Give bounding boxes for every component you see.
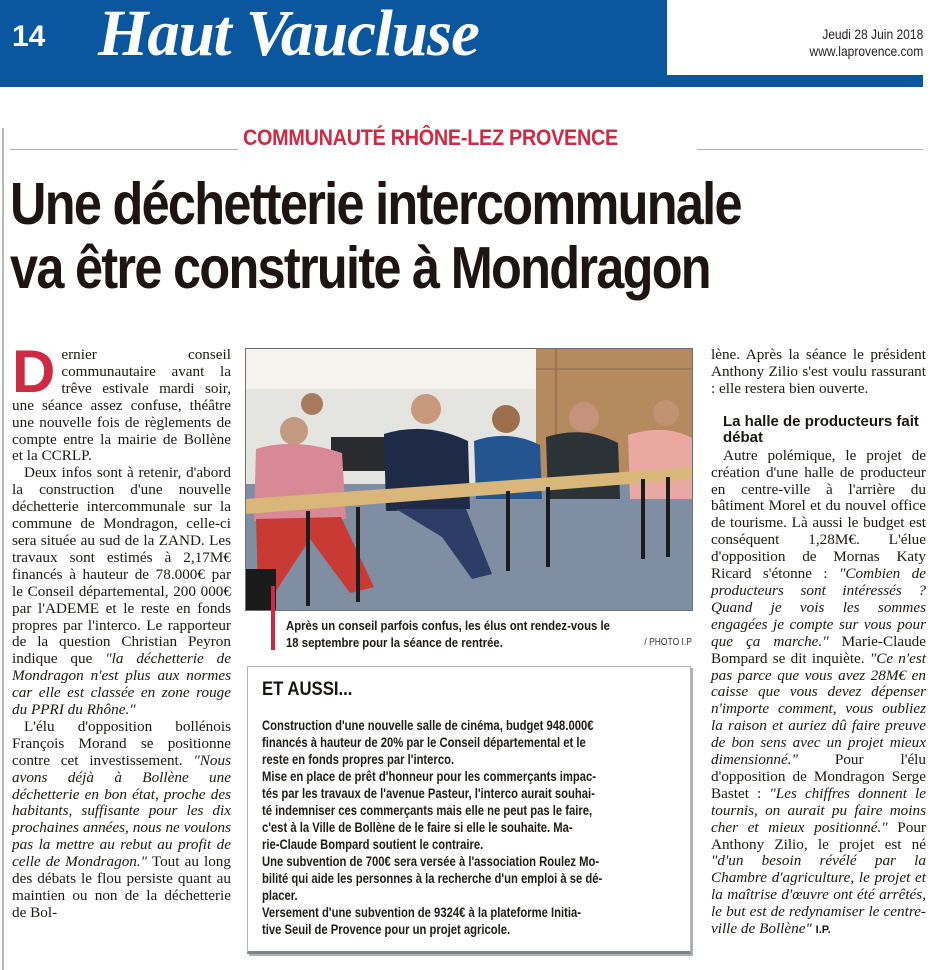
article-column-1 — [12, 338, 232, 922]
et-aussi-title: ET AUSSI... — [262, 679, 353, 700]
masthead — [0, 0, 935, 90]
author-byline: I.P. — [815, 924, 831, 937]
article-column-3 — [711, 347, 926, 939]
article-kicker: COMMUNAUTÉ RHÔNE-LEZ PROVENCE — [243, 125, 618, 150]
et-aussi-box — [247, 666, 691, 954]
et-aussi-line: bilité qui aide les personnes à la recherche d'un emploi à se dé- — [262, 871, 603, 886]
et-aussi-line: rie-Claude Bompard soutient le contraire. — [262, 837, 484, 852]
page-number: 14 — [12, 20, 46, 53]
et-aussi-line: c'est à la Ville de Bollène de le faire si elle le souhaite. Ma- — [262, 820, 573, 835]
paragraph: L'élu d'opposition bollénois François Morand se positionne contre cet investissement. "Nous avons déjà à Bollène une déchetterie en bon état, proche des habitants, suffisante pour les dix prochaines années, nous ne voulons pas la mettre au rebut au profit de celle de Mondragon." Tout au long des débats le flou persiste quant au maintien ou non de la déchetterie de Bol- — [12, 717, 232, 921]
et-aussi-line: financés à hauteur de 20% par le Conseil départemental et le — [262, 735, 586, 750]
left-column-rule — [2, 128, 4, 970]
caption-accent-bar — [271, 586, 275, 650]
et-aussi-line: Versement d'une subvention de 9324€ à la plateforme Initia- — [262, 905, 581, 920]
et-aussi-line: Une subvention de 700€ sera versée à l'association Roulez Mo- — [262, 854, 600, 869]
article-photo[interactable] — [245, 348, 693, 611]
article-headline — [10, 172, 930, 300]
publication-date: Jeudi 28 Juin 2018 — [821, 26, 923, 42]
quote: "Ce n'est pas parce que vous avez 28M€ en caisse que vous devez dépenser n'importe comment, vous oubliez la raison et auriez dû faire preuve de bon sens avec un projet mieux dimensionné." — [711, 649, 926, 769]
quote: "Combien de producteurs sont intéressés ? Quand je vois les sommes engagées je compte sur vous pour que ça marche." — [711, 565, 926, 650]
photo-credit: / PHOTO I.P — [644, 637, 692, 648]
et-aussi-line: reste en fonds propres par l'interco. — [262, 752, 455, 767]
quote: "la déchetterie de Mondragon n'est plus aux normes car elle est classée en zone rouge du PPRI du Rhône." — [12, 650, 232, 719]
kicker-rule-left — [10, 149, 238, 150]
caption-line: Après un conseil parfois confus, les élus ont rendez-vous le — [286, 618, 610, 633]
quote: "d'un besoin révélé par la Chambre d'agriculture, le projet et la maîtrise d'œuvre ont été arrêtés, le but est de redynamiser le centre-ville de Bollène" — [711, 852, 926, 938]
council-meeting-photo — [246, 349, 693, 611]
headline-line: Une déchetterie intercommunale — [10, 171, 741, 237]
et-aussi-line: té indemniser ces commerçants mais elle ne peut pas le faire, — [262, 803, 593, 818]
photo-caption — [286, 617, 686, 651]
paragraph: Autre polémique, le projet de création d'une halle de producteur en centre-ville à l'arrière du bâtiment Morel et du nouvel office de tourisme. Là aussi le budget est conséquent 1,28M€. L'élue d'opposition de Mornas Katy Ricard s'étonne : "Combien de producteurs sont intéressés ? Quand je vois les sommes engagées je compte sur vous pour que ça marche." Marie-Claude Bompard se dit inquiète. "Ce n'est pas parce que vous avez 28M€ en caisse que vous devez dépenser n'importe comment, vous oubliez la raison et auriez dû faire preuve de bon sens avec un projet mieux dimensionné." Pour l'élu d'opposition de Mondragon Serge Bastet : "Les chiffres donnent le tournis, on aurait pu faire moins cher et mieux positionné." Pour Anthony Zilio, le projet est né "d'un besoin révélé par la Chambre d'agriculture, le projet et la maîtrise d'œuvre ont été arrêtés, le but est de redynamiser le centre-ville de Bollène" I.P. — [711, 446, 927, 938]
et-aussi-line: tés par les travaux de l'avenue Pasteur, l'interco aurait souhai- — [262, 786, 595, 801]
headline-line: va être construite à Mondragon — [10, 235, 710, 301]
et-aussi-line: placer. — [262, 888, 298, 903]
masthead-underline — [0, 75, 923, 87]
paragraph: Dernier conseil communautaire avant la trêve estivale mardi soir, une séance assez confuse, théâtre une nouvelle fois de règlements de compte entre la mairie de Bollène et la CCRLP. — [12, 338, 231, 465]
website-link[interactable]: www.laprovence.com — [809, 43, 923, 59]
caption-line: 18 septembre pour la séance de rentrée. — [286, 635, 503, 650]
et-aussi-body — [262, 717, 682, 938]
kicker-rule-right — [697, 149, 923, 150]
article-subhead: La halle de producteurs fait débat — [723, 412, 919, 446]
paragraph: Deux infos sont à retenir, d'abord la construction d'une nouvelle déchetterie intercommunale sur la commune de Mondragon, celle-ci sera située au sud de la ZAND. Les travaux sont estimés à 2,17M€ financés à hauteur de 78.000€ par le Conseil départemental, 200 000€ par l'ADEME et le reste en fonds propres par l'interco. Le rapporteur de la question Christian Peyron indique que "la déchetterie de Mondragon n'est plus aux normes car elle est classée en zone rouge du PPRI du Rhône." — [12, 464, 232, 719]
section-title: Haut Vaucluse — [98, 0, 479, 70]
quote: "Les chiffres donnent le tournis, on aurait pu faire moins cher et mieux positionné." — [711, 784, 927, 836]
quote: "Nous avons déjà à Bollène une déchetterie en bon état, proche des habitants, suffisante pour les dix prochaines années, nous ne voulons pas la mettre au rebut au profit de celle de Mondragon." — [12, 751, 232, 871]
et-aussi-line: tive Seuil de Provence pour un projet agricole. — [262, 922, 511, 937]
et-aussi-line: Construction d'une nouvelle salle de cinéma, budget 948.000€ — [262, 718, 594, 733]
paragraph: lène. Après la séance le président Anthony Zilio s'est voulu rassurant : elle restera bien ouverte. — [711, 346, 926, 397]
publication-info — [809, 26, 923, 60]
drop-cap: D — [12, 338, 56, 405]
et-aussi-line: Mise en place de prêt d'honneur pour les commerçants impac- — [262, 769, 596, 784]
